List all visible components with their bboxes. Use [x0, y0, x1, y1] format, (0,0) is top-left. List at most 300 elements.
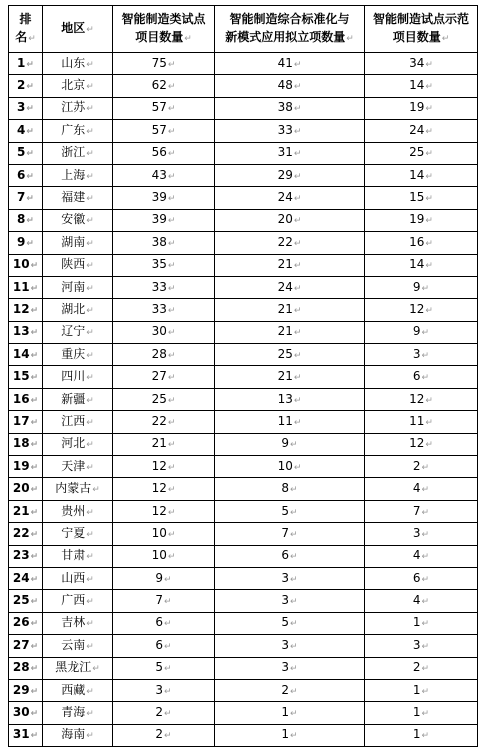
- paragraph-mark: ↵: [293, 104, 302, 115]
- paragraph-mark: ↵: [167, 82, 176, 93]
- pilot-count-cell: [113, 120, 215, 142]
- header-demo-line-1: 智能制造试点示范: [372, 12, 469, 26]
- demo-count-cell-value: 12: [409, 391, 425, 406]
- rank-cell: [9, 142, 43, 164]
- table-row: [9, 388, 478, 410]
- standardization-count-cell-value: 1: [281, 727, 290, 742]
- standardization-count-cell: [215, 411, 365, 433]
- paragraph-mark: ↵: [92, 664, 100, 675]
- standardization-count-cell-value: 33: [277, 122, 293, 137]
- standardization-count-cell: [215, 500, 365, 522]
- paragraph-mark: ↵: [86, 440, 94, 451]
- standardization-count-cell-value: 8: [281, 481, 290, 496]
- pilot-count-cell: [113, 679, 215, 701]
- demo-count-cell: [365, 500, 478, 522]
- standardization-count-cell-value: 2: [281, 682, 290, 697]
- paragraph-mark: ↵: [86, 171, 94, 182]
- region-cell-value: 天津: [61, 458, 86, 473]
- paragraph-mark: ↵: [86, 283, 94, 294]
- region-cell-value: 云南: [61, 637, 86, 652]
- paragraph-mark: ↵: [290, 619, 298, 630]
- standardization-count-cell: [215, 366, 365, 388]
- standardization-count-cell-value: 48: [277, 78, 293, 93]
- paragraph-mark: ↵: [425, 194, 433, 205]
- pilot-count-cell-value: 57: [151, 100, 167, 115]
- rank-cell: [9, 523, 43, 545]
- paragraph-mark: ↵: [167, 104, 176, 115]
- region-cell: [43, 97, 113, 119]
- pilot-count-cell: [113, 164, 215, 186]
- paragraph-mark: ↵: [86, 82, 94, 93]
- paragraph-mark: ↵: [167, 552, 176, 563]
- rank-cell: [9, 75, 43, 97]
- demo-count-cell-value: 2: [412, 458, 421, 473]
- demo-count-cell: [365, 344, 478, 366]
- pilot-count-cell-value: 27: [151, 369, 167, 384]
- paragraph-mark: ↵: [86, 305, 94, 316]
- paragraph-mark: ↵: [167, 507, 176, 518]
- region-cell-value: 湖北: [61, 301, 86, 316]
- pilot-count-cell-value: 38: [151, 234, 167, 249]
- region-cell: [43, 679, 113, 701]
- region-cell: [43, 366, 113, 388]
- pilot-count-cell-value: 22: [151, 413, 167, 428]
- header-rank-line-2: 名: [15, 30, 28, 44]
- rank-cell-value: 6: [17, 167, 26, 182]
- pilot-count-cell-value: 6: [155, 615, 164, 630]
- standardization-count-cell: [215, 523, 365, 545]
- region-cell-value: 江苏: [61, 100, 86, 115]
- table-row: [9, 612, 478, 634]
- ranking-table: [8, 5, 478, 747]
- rank-cell-value: 2: [17, 78, 26, 93]
- pilot-count-cell: [113, 702, 215, 724]
- region-cell-value: 黑龙江: [55, 660, 92, 675]
- paragraph-mark: ↵: [167, 417, 176, 428]
- rank-cell-value: 22: [12, 525, 30, 540]
- paragraph-mark: ↵: [86, 619, 94, 630]
- standardization-count-cell-value: 24: [277, 279, 293, 294]
- demo-count-cell: [365, 456, 478, 478]
- paragraph-mark: ↵: [30, 641, 39, 652]
- paragraph-mark: ↵: [421, 507, 430, 518]
- pilot-count-cell-value: 25: [151, 391, 167, 406]
- paragraph-mark: ↵: [293, 238, 302, 249]
- paragraph-mark: ↵: [30, 350, 39, 361]
- paragraph-mark: ↵: [425, 440, 433, 451]
- rank-cell: [9, 635, 43, 657]
- rank-cell: [9, 232, 43, 254]
- region-cell-value: 湖南: [61, 234, 86, 249]
- standardization-count-cell-value: 21: [277, 301, 293, 316]
- region-cell-value: 北京: [61, 78, 86, 93]
- region-cell-value: 重庆: [61, 346, 86, 361]
- table-row: [9, 635, 478, 657]
- paragraph-mark: ↵: [425, 59, 433, 70]
- region-cell-value: 山东: [61, 55, 86, 70]
- standardization-count-cell-value: 20: [277, 212, 293, 227]
- demo-count-cell-value: 11: [409, 413, 425, 428]
- standardization-count-cell-value: 3: [281, 570, 290, 585]
- demo-count-cell-value: 25: [409, 145, 425, 160]
- paragraph-mark: ↵: [30, 261, 39, 272]
- demo-count-cell-value: 1: [412, 682, 421, 697]
- demo-count-cell: [365, 97, 478, 119]
- paragraph-mark: ↵: [290, 552, 298, 563]
- standardization-count-cell: [215, 187, 365, 209]
- standardization-count-cell: [215, 75, 365, 97]
- pilot-count-cell-value: 28: [151, 346, 167, 361]
- region-cell-value: 内蒙古: [55, 481, 92, 496]
- standardization-count-cell: [215, 254, 365, 276]
- standardization-count-cell-value: 21: [277, 257, 293, 272]
- table-row: [9, 724, 478, 746]
- paragraph-mark: ↵: [30, 597, 39, 608]
- rank-cell: [9, 657, 43, 679]
- rank-cell: [9, 590, 43, 612]
- demo-count-cell-value: 3: [412, 346, 421, 361]
- paragraph-mark: ↵: [421, 328, 430, 339]
- paragraph-mark: ↵: [290, 507, 298, 518]
- region-cell: [43, 388, 113, 410]
- paragraph-mark: ↵: [290, 731, 298, 742]
- demo-count-cell: [365, 388, 478, 410]
- paragraph-mark: ↵: [164, 731, 172, 742]
- region-cell-value: 新疆: [61, 391, 86, 406]
- region-cell-value: 河南: [61, 279, 86, 294]
- region-cell-value: 陕西: [61, 257, 86, 272]
- demo-count-cell-value: 12: [409, 301, 425, 316]
- region-cell-value: 安徽: [61, 212, 86, 227]
- paragraph-mark: ↵: [421, 485, 430, 496]
- pilot-count-cell-value: 10: [151, 548, 167, 563]
- paragraph-mark: ↵: [86, 395, 94, 406]
- rank-cell-value: 8: [17, 212, 26, 227]
- standardization-count-cell-value: 3: [281, 593, 290, 608]
- rank-cell-value: 21: [12, 503, 30, 518]
- table-row: [9, 545, 478, 567]
- paragraph-mark: ↵: [26, 82, 34, 93]
- demo-count-cell: [365, 612, 478, 634]
- region-cell: [43, 724, 113, 746]
- demo-count-cell: [365, 209, 478, 231]
- pilot-count-cell-value: 6: [155, 637, 164, 652]
- pilot-count-cell-value: 10: [151, 525, 167, 540]
- paragraph-mark: ↵: [164, 686, 172, 697]
- demo-count-cell: [365, 567, 478, 589]
- rank-cell: [9, 97, 43, 119]
- demo-count-cell: [365, 679, 478, 701]
- header-region-label: 地区: [61, 21, 86, 35]
- standardization-count-cell: [215, 590, 365, 612]
- pilot-count-cell: [113, 635, 215, 657]
- demo-count-cell: [365, 478, 478, 500]
- paragraph-mark: ↵: [167, 171, 176, 182]
- pilot-count-cell: [113, 500, 215, 522]
- standardization-count-cell: [215, 545, 365, 567]
- paragraph-mark: ↵: [86, 574, 94, 585]
- pilot-count-cell-value: 9: [155, 570, 164, 585]
- region-cell-value: 河北: [61, 436, 86, 451]
- demo-count-cell-value: 3: [412, 637, 421, 652]
- rank-cell: [9, 254, 43, 276]
- standardization-count-cell-value: 38: [277, 100, 293, 115]
- region-cell: [43, 142, 113, 164]
- paragraph-mark: ↵: [26, 126, 34, 137]
- paragraph-mark: ↵: [425, 149, 433, 160]
- paragraph-mark: ↵: [30, 731, 39, 742]
- rank-cell-value: 10: [12, 257, 30, 272]
- region-cell-value: 四川: [61, 369, 86, 384]
- paragraph-mark: ↵: [164, 597, 172, 608]
- table-row: [9, 321, 478, 343]
- standardization-count-cell: [215, 433, 365, 455]
- demo-count-cell: [365, 164, 478, 186]
- paragraph-mark: ↵: [290, 485, 298, 496]
- paragraph-mark: ↵: [293, 395, 302, 406]
- standardization-count-cell-value: 13: [277, 391, 293, 406]
- pilot-count-cell-value: 39: [151, 190, 167, 205]
- demo-count-cell-value: 7: [412, 503, 421, 518]
- rank-cell-value: 1: [17, 55, 26, 70]
- region-cell: [43, 120, 113, 142]
- paragraph-mark: ↵: [30, 328, 39, 339]
- standardization-count-cell: [215, 657, 365, 679]
- paragraph-mark: ↵: [293, 283, 302, 294]
- rank-cell-value: 17: [12, 413, 30, 428]
- rank-cell: [9, 53, 43, 75]
- rank-cell: [9, 456, 43, 478]
- standardization-count-cell: [215, 120, 365, 142]
- demo-count-cell-value: 12: [409, 436, 425, 451]
- standardization-count-cell: [215, 388, 365, 410]
- paragraph-mark: ↵: [164, 664, 172, 675]
- rank-cell-value: 23: [12, 548, 30, 563]
- paragraph-mark: ↵: [30, 552, 39, 563]
- paragraph-mark: ↵: [86, 328, 94, 339]
- rank-cell: [9, 209, 43, 231]
- standardization-count-cell-value: 6: [281, 548, 290, 563]
- pilot-count-cell-value: 56: [151, 145, 167, 160]
- paragraph-mark: ↵: [30, 283, 39, 294]
- rank-cell-value: 18: [12, 436, 30, 451]
- demo-count-cell-value: 1: [412, 615, 421, 630]
- paragraph-mark: ↵: [421, 731, 430, 742]
- rank-cell: [9, 299, 43, 321]
- pilot-count-cell: [113, 75, 215, 97]
- paragraph-mark: ↵: [293, 462, 302, 473]
- standardization-count-cell-value: 25: [277, 346, 293, 361]
- rank-cell: [9, 545, 43, 567]
- rank-cell: [9, 500, 43, 522]
- paragraph-mark: ↵: [164, 641, 172, 652]
- paragraph-mark: ↵: [425, 305, 433, 316]
- paragraph-mark: ↵: [167, 350, 176, 361]
- demo-count-cell-value: 4: [412, 548, 421, 563]
- paragraph-mark: ↵: [293, 417, 302, 428]
- pilot-count-cell: [113, 388, 215, 410]
- paragraph-mark: ↵: [425, 417, 433, 428]
- pilot-count-cell: [113, 299, 215, 321]
- paragraph-mark: ↵: [293, 194, 302, 205]
- pilot-count-cell-value: 12: [151, 481, 167, 496]
- region-cell-value: 贵州: [61, 503, 86, 518]
- standardization-count-cell-value: 22: [277, 234, 293, 249]
- paragraph-mark: ↵: [30, 709, 39, 720]
- standardization-count-cell-value: 41: [277, 55, 293, 70]
- paragraph-mark: ↵: [86, 686, 94, 697]
- table-row: [9, 366, 478, 388]
- region-cell: [43, 612, 113, 634]
- header-standardization-line-1: 智能制造综合标准化与: [229, 12, 350, 26]
- demo-count-cell-value: 2: [412, 660, 421, 675]
- region-cell-value: 上海: [61, 167, 86, 182]
- header-standardization-projects: [215, 6, 365, 53]
- demo-count-cell: [365, 120, 478, 142]
- rank-cell: [9, 478, 43, 500]
- standardization-count-cell: [215, 299, 365, 321]
- region-cell: [43, 187, 113, 209]
- demo-count-cell-value: 4: [412, 593, 421, 608]
- demo-count-cell-value: 14: [409, 257, 425, 272]
- standardization-count-cell: [215, 344, 365, 366]
- demo-count-cell-value: 16: [409, 234, 425, 249]
- region-cell: [43, 276, 113, 298]
- paragraph-mark: ↵: [26, 194, 34, 205]
- paragraph-mark: ↵: [425, 171, 433, 182]
- pilot-count-cell: [113, 344, 215, 366]
- table-row: [9, 232, 478, 254]
- paragraph-mark: ↵: [290, 574, 298, 585]
- region-cell: [43, 523, 113, 545]
- pilot-count-cell: [113, 53, 215, 75]
- demo-count-cell-value: 4: [412, 481, 421, 496]
- paragraph-mark: ↵: [30, 485, 39, 496]
- region-cell: [43, 344, 113, 366]
- rank-cell: [9, 366, 43, 388]
- pilot-count-cell-value: 30: [151, 324, 167, 339]
- paragraph-mark: ↵: [167, 373, 176, 384]
- standardization-count-cell: [215, 635, 365, 657]
- rank-cell-value: 29: [12, 682, 30, 697]
- region-cell-value: 广东: [61, 122, 86, 137]
- paragraph-mark: ↵: [86, 731, 94, 742]
- demo-count-cell: [365, 254, 478, 276]
- table-row: [9, 456, 478, 478]
- pilot-count-cell: [113, 97, 215, 119]
- demo-count-cell-value: 3: [412, 525, 421, 540]
- pilot-count-cell: [113, 612, 215, 634]
- paragraph-mark: ↵: [290, 440, 298, 451]
- pilot-count-cell-value: 21: [151, 436, 167, 451]
- demo-count-cell: [365, 433, 478, 455]
- pilot-count-cell-value: 3: [155, 682, 164, 697]
- demo-count-cell: [365, 590, 478, 612]
- standardization-count-cell-value: 21: [277, 369, 293, 384]
- paragraph-mark: ↵: [30, 417, 39, 428]
- pilot-count-cell-value: 12: [151, 458, 167, 473]
- demo-count-cell: [365, 276, 478, 298]
- region-cell-value: 广西: [61, 593, 86, 608]
- standardization-count-cell-value: 11: [277, 413, 293, 428]
- rank-cell-value: 5: [17, 145, 26, 160]
- paragraph-mark: ↵: [86, 59, 94, 70]
- paragraph-mark: ↵: [421, 350, 430, 361]
- pilot-count-cell: [113, 276, 215, 298]
- paragraph-mark: ↵: [293, 171, 302, 182]
- paragraph-mark: ↵: [86, 373, 94, 384]
- paragraph-mark: ↵: [86, 104, 94, 115]
- header-pilot-line-2: 项目数量: [135, 30, 184, 44]
- rank-cell-value: 31: [12, 727, 30, 742]
- pilot-count-cell: [113, 567, 215, 589]
- region-cell: [43, 702, 113, 724]
- region-cell: [43, 411, 113, 433]
- pilot-count-cell-value: 39: [151, 212, 167, 227]
- paragraph-mark: ↵: [86, 462, 94, 473]
- standardization-count-cell: [215, 97, 365, 119]
- paragraph-mark: ↵: [86, 507, 94, 518]
- demo-count-cell-value: 14: [409, 78, 425, 93]
- header-row: [9, 6, 478, 53]
- region-cell: [43, 657, 113, 679]
- demo-count-cell: [365, 299, 478, 321]
- pilot-count-cell: [113, 321, 215, 343]
- paragraph-mark: ↵: [167, 194, 176, 205]
- paragraph-mark: ↵: [86, 417, 94, 428]
- rank-cell: [9, 276, 43, 298]
- rank-cell-value: 30: [12, 705, 30, 720]
- rank-cell-value: 27: [12, 637, 30, 652]
- region-cell: [43, 53, 113, 75]
- standardization-count-cell-value: 24: [277, 190, 293, 205]
- table-row: [9, 500, 478, 522]
- pilot-count-cell: [113, 523, 215, 545]
- paragraph-mark: ↵: [86, 216, 94, 227]
- paragraph-mark: ↵: [421, 373, 430, 384]
- region-cell: [43, 321, 113, 343]
- region-cell: [43, 209, 113, 231]
- paragraph-mark: ↵: [86, 709, 94, 720]
- pilot-count-cell: [113, 142, 215, 164]
- paragraph-mark: ↵: [425, 82, 433, 93]
- rank-cell-value: 13: [12, 324, 30, 339]
- rank-cell-value: 4: [17, 122, 26, 137]
- rank-cell-value: 15: [12, 369, 30, 384]
- paragraph-mark: ↵: [293, 373, 302, 384]
- header-rank-line-1: 排: [19, 12, 32, 26]
- region-cell: [43, 232, 113, 254]
- standardization-count-cell-value: 9: [281, 436, 290, 451]
- paragraph-mark: ↵: [28, 34, 36, 44]
- paragraph-mark: ↵: [421, 574, 430, 585]
- rank-cell-value: 28: [12, 660, 30, 675]
- region-cell-value: 甘肃: [61, 548, 86, 563]
- header-pilot-line-1: 智能制造类试点: [121, 12, 206, 26]
- rank-cell: [9, 724, 43, 746]
- table-row: [9, 433, 478, 455]
- standardization-count-cell-value: 29: [277, 167, 293, 182]
- paragraph-mark: ↵: [421, 664, 430, 675]
- pilot-count-cell: [113, 411, 215, 433]
- pilot-count-cell-value: 43: [151, 167, 167, 182]
- paragraph-mark: ↵: [293, 261, 302, 272]
- standardization-count-cell-value: 31: [277, 145, 293, 160]
- demo-count-cell-value: 9: [412, 279, 421, 294]
- region-cell: [43, 75, 113, 97]
- paragraph-mark: ↵: [167, 395, 176, 406]
- pilot-count-cell-value: 33: [151, 279, 167, 294]
